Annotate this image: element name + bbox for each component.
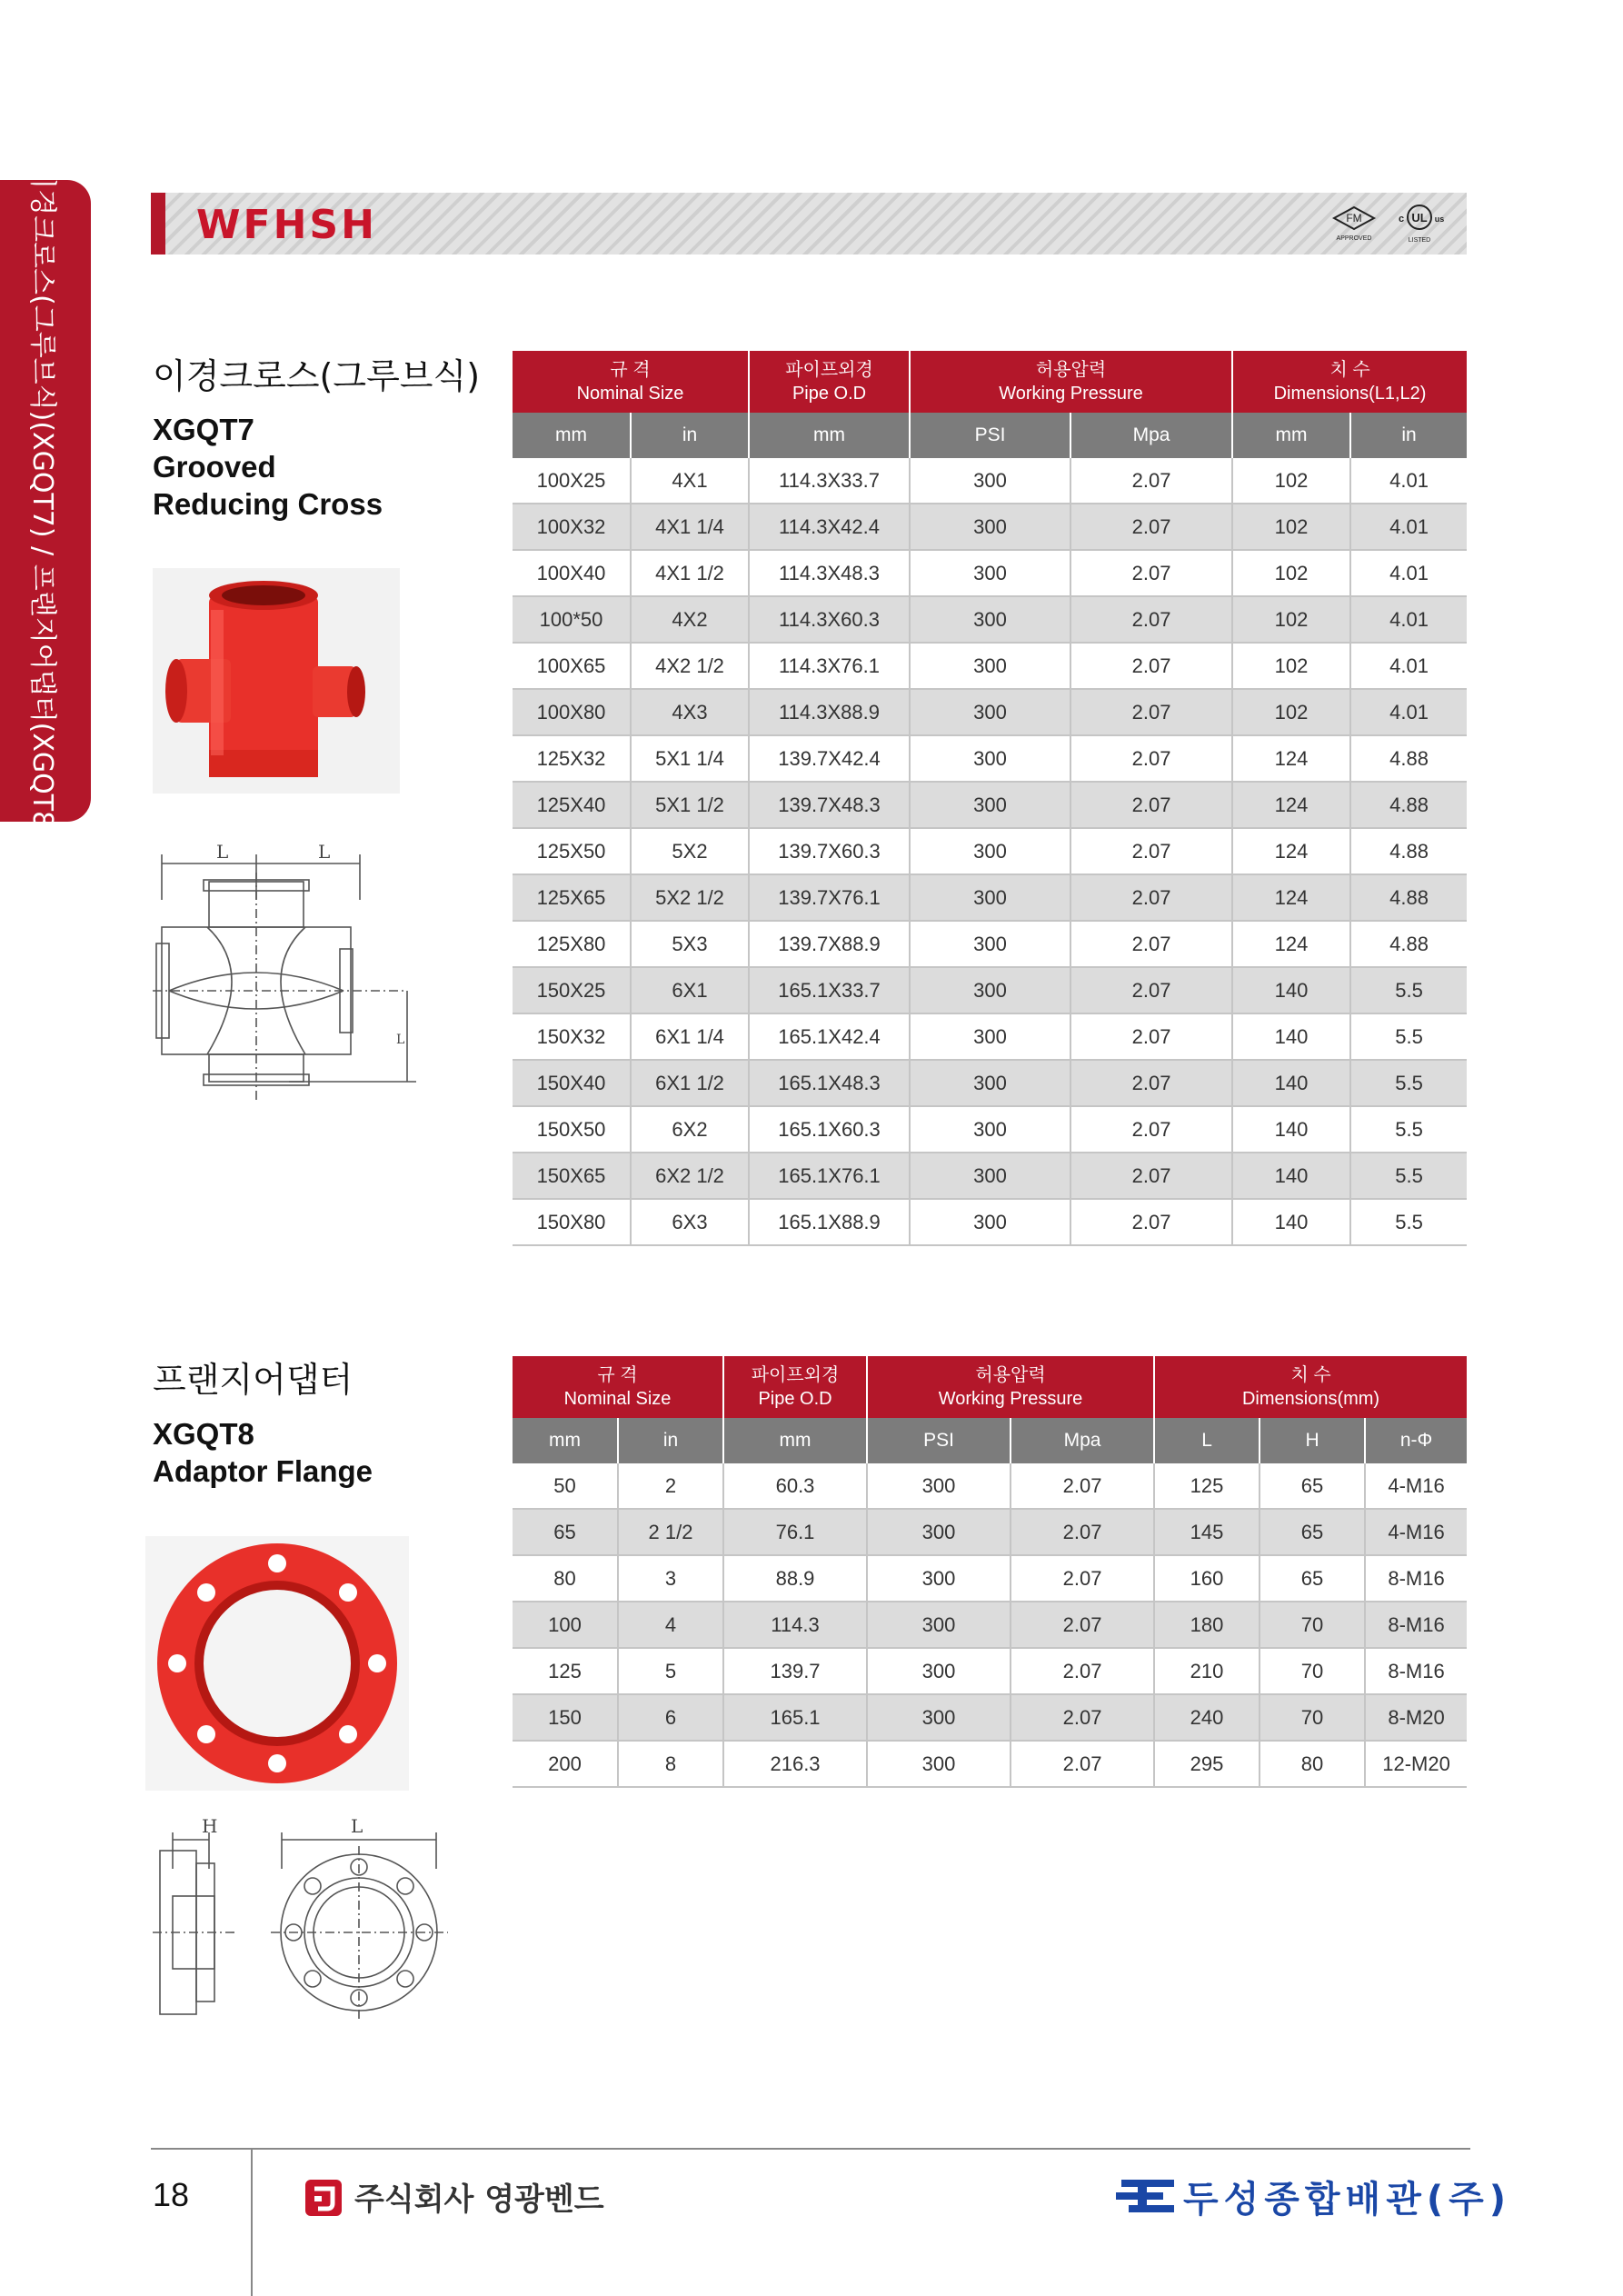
table-cell: 2.07: [1070, 874, 1232, 921]
table-cell: 5.5: [1350, 1060, 1467, 1106]
table-cell: 2.07: [1070, 643, 1232, 689]
table-row: [513, 1602, 1467, 1648]
table-cell: 114.3: [723, 1602, 867, 1648]
table-cell: 5X2: [631, 828, 749, 874]
svg-text:L: L: [318, 841, 331, 863]
svg-text:APPROVED: APPROVED: [1336, 235, 1372, 242]
table-cell: 4.01: [1350, 550, 1467, 596]
table-row: [513, 1463, 1467, 1509]
table-cell: 2.07: [1070, 504, 1232, 550]
unit-header: mm: [1232, 413, 1350, 458]
table-row: [513, 1694, 1467, 1741]
table-cell: 2.07: [1070, 921, 1232, 967]
table-cell: 150X65: [513, 1153, 631, 1199]
table-row: [513, 596, 1467, 643]
table-cell: 2.07: [1070, 550, 1232, 596]
table-cell: 100X65: [513, 643, 631, 689]
table-row: [513, 1509, 1467, 1555]
table-cell: 102: [1232, 596, 1350, 643]
table-cell: 6X1: [631, 967, 749, 1013]
unit-header: L: [1154, 1418, 1260, 1463]
table-cell: 300: [910, 1153, 1070, 1199]
table-cell: 2.07: [1070, 1153, 1232, 1199]
table-cell: 2.07: [1011, 1741, 1154, 1787]
table-cell: 65: [513, 1509, 618, 1555]
table-cell: 5.5: [1350, 967, 1467, 1013]
table-cell: 4.88: [1350, 874, 1467, 921]
table-cell: 140: [1232, 967, 1350, 1013]
table-cell: 5.5: [1350, 1153, 1467, 1199]
table-cell: 100: [513, 1602, 618, 1648]
table-cell: 140: [1232, 1106, 1350, 1153]
table-cell: 125: [1154, 1463, 1260, 1509]
table-cell: 88.9: [723, 1555, 867, 1602]
product1-name-line2: Reducing Cross: [153, 487, 383, 521]
product1-name-line1: Grooved: [153, 450, 276, 484]
product1-code: XGQT7: [153, 413, 254, 446]
table-cell: 300: [910, 921, 1070, 967]
table-cell: 76.1: [723, 1509, 867, 1555]
unit-header: PSI: [910, 413, 1070, 458]
table-cell: 165.1: [723, 1694, 867, 1741]
brand-logo: WFHSH: [196, 202, 377, 248]
table-cell: 300: [910, 458, 1070, 504]
table-cell: 4: [618, 1602, 723, 1648]
table-cell: 124: [1232, 782, 1350, 828]
table-cell: 100X32: [513, 504, 631, 550]
group-header-od: 파이프외경 Pipe O.D: [723, 1356, 867, 1418]
table-cell: 125X65: [513, 874, 631, 921]
company1-name: 주식회사 영광벤드: [354, 2181, 604, 2218]
table-cell: 200: [513, 1741, 618, 1787]
table-cell: 216.3: [723, 1741, 867, 1787]
table-cell: 80: [513, 1555, 618, 1602]
table-cell: 4X3: [631, 689, 749, 735]
table-row: [513, 504, 1467, 550]
table-cell: 8-M16: [1365, 1648, 1467, 1694]
table-cell: 4X2: [631, 596, 749, 643]
footer-vertical-divider: [251, 2148, 253, 2296]
table-cell: 8-M16: [1365, 1555, 1467, 1602]
page-number: 18: [153, 2176, 190, 2213]
table-cell: 165.1X42.4: [749, 1013, 910, 1060]
table-cell: 2.07: [1070, 967, 1232, 1013]
table-row: [513, 1199, 1467, 1245]
unit-header: in: [618, 1418, 723, 1463]
table-cell: 2.07: [1011, 1648, 1154, 1694]
table-row: [513, 1741, 1467, 1787]
table-cell: 165.1X48.3: [749, 1060, 910, 1106]
unit-header: mm: [513, 1418, 618, 1463]
svg-text:L: L: [351, 1815, 363, 1837]
table-cell: 139.7X42.4: [749, 735, 910, 782]
table-cell: 70: [1260, 1648, 1365, 1694]
table-row: [513, 1648, 1467, 1694]
table-cell: 139.7X60.3: [749, 828, 910, 874]
table-cell: 4.88: [1350, 828, 1467, 874]
fm-approved-icon: [1334, 207, 1374, 242]
table-cell: 300: [910, 967, 1070, 1013]
reducing-cross-photo: [153, 568, 400, 794]
svg-text:UL: UL: [1411, 211, 1428, 225]
table-cell: 300: [867, 1741, 1011, 1787]
table-cell: 5.5: [1350, 1199, 1467, 1245]
table-cell: 114.3X42.4: [749, 504, 910, 550]
table-cell: 60.3: [723, 1463, 867, 1509]
table-cell: 65: [1260, 1509, 1365, 1555]
table-cell: 6X2 1/2: [631, 1153, 749, 1199]
table-cell: 8-M20: [1365, 1694, 1467, 1741]
table-cell: 6X2: [631, 1106, 749, 1153]
table-cell: 2.07: [1070, 782, 1232, 828]
table-cell: 5X3: [631, 921, 749, 967]
product2-name-line1: Adaptor Flange: [153, 1454, 373, 1488]
table-row: [513, 1013, 1467, 1060]
unit-header: n-Φ: [1365, 1418, 1467, 1463]
table-cell: 12-M20: [1365, 1741, 1467, 1787]
table-cell: 300: [910, 504, 1070, 550]
table-cell: 300: [867, 1555, 1011, 1602]
table-cell: 139.7X48.3: [749, 782, 910, 828]
table-cell: 160: [1154, 1555, 1260, 1602]
svg-text:us: us: [1434, 215, 1445, 224]
table-cell: 6X1 1/2: [631, 1060, 749, 1106]
company1-logo-icon: [305, 2180, 342, 2216]
table-row: [513, 874, 1467, 921]
table-cell: 5X1 1/2: [631, 782, 749, 828]
table-cell: 125X40: [513, 782, 631, 828]
table-cell: 145: [1154, 1509, 1260, 1555]
table-cell: 100X25: [513, 458, 631, 504]
table-cell: 165.1X88.9: [749, 1199, 910, 1245]
svg-text:L: L: [396, 1033, 405, 1047]
ul-listed-icon: [1399, 205, 1444, 244]
table-cell: 6X3: [631, 1199, 749, 1245]
table-cell: 4.01: [1350, 458, 1467, 504]
table-cell: 300: [910, 596, 1070, 643]
company2-logo-icon: [1116, 2176, 1178, 2216]
spec-table-xgqt8: [513, 1356, 1467, 1788]
table-cell: 102: [1232, 689, 1350, 735]
table-cell: 4.01: [1350, 643, 1467, 689]
table-row: [513, 1555, 1467, 1602]
table-row: [513, 689, 1467, 735]
table-cell: 114.3X33.7: [749, 458, 910, 504]
table-cell: 2.07: [1070, 1013, 1232, 1060]
table-cell: 2.07: [1011, 1555, 1154, 1602]
svg-text:H: H: [202, 1815, 218, 1837]
table-cell: 165.1X76.1: [749, 1153, 910, 1199]
table-row: [513, 967, 1467, 1013]
table-cell: 65: [1260, 1463, 1365, 1509]
table-cell: 300: [910, 782, 1070, 828]
table-cell: 5X1 1/4: [631, 735, 749, 782]
svg-text:FM: FM: [1346, 212, 1362, 225]
table-cell: 4-M16: [1365, 1509, 1467, 1555]
table-cell: 4.88: [1350, 782, 1467, 828]
table-cell: 140: [1232, 1153, 1350, 1199]
table-cell: 2.07: [1070, 1060, 1232, 1106]
svg-text:LISTED: LISTED: [1408, 237, 1431, 244]
table-cell: 125X50: [513, 828, 631, 874]
table-row: [513, 1106, 1467, 1153]
table-cell: 102: [1232, 550, 1350, 596]
product2-code: XGQT8: [153, 1417, 254, 1451]
table-cell: 3: [618, 1555, 723, 1602]
group-header-size: 규 격 Nominal Size: [513, 351, 749, 413]
adaptor-flange-photo: [145, 1536, 409, 1791]
table-row: [513, 550, 1467, 596]
table-cell: 2.07: [1070, 735, 1232, 782]
table-cell: 80: [1260, 1741, 1365, 1787]
side-tab: [0, 163, 91, 839]
table-cell: 6X1 1/4: [631, 1013, 749, 1060]
table-cell: 124: [1232, 874, 1350, 921]
table-cell: 100*50: [513, 596, 631, 643]
table-row: [513, 1060, 1467, 1106]
table-cell: 125X80: [513, 921, 631, 967]
group-header-pressure: 허용압력 Working Pressure: [910, 351, 1232, 413]
unit-header: in: [631, 413, 749, 458]
svg-text:c: c: [1398, 214, 1405, 225]
table-cell: 124: [1232, 828, 1350, 874]
table-cell: 125X32: [513, 735, 631, 782]
table-cell: 4.01: [1350, 504, 1467, 550]
unit-header: Mpa: [1011, 1418, 1154, 1463]
group-header-od: 파이프외경 Pipe O.D: [749, 351, 910, 413]
table-cell: 2.07: [1011, 1602, 1154, 1648]
table-cell: 2.07: [1011, 1694, 1154, 1741]
group-header-size: 규 격 Nominal Size: [513, 1356, 723, 1418]
product2-title-ko: 프랜지어댑터: [153, 1360, 353, 1400]
table-cell: 102: [1232, 504, 1350, 550]
table-cell: 5.5: [1350, 1013, 1467, 1060]
table-cell: 240: [1154, 1694, 1260, 1741]
table-cell: 140: [1232, 1199, 1350, 1245]
table-row: [513, 1153, 1467, 1199]
table-row: [513, 643, 1467, 689]
table-cell: 300: [867, 1602, 1011, 1648]
table-cell: 2.07: [1070, 828, 1232, 874]
footer-divider: [151, 2148, 1470, 2150]
unit-header: mm: [723, 1418, 867, 1463]
adaptor-flange-drawing: [153, 1814, 462, 2023]
table-cell: 114.3X88.9: [749, 689, 910, 735]
table-cell: 2.07: [1011, 1509, 1154, 1555]
table-cell: 139.7X88.9: [749, 921, 910, 967]
table-cell: 300: [867, 1694, 1011, 1741]
header-accent: [151, 193, 165, 255]
table-cell: 4-M16: [1365, 1463, 1467, 1509]
group-header-pressure: 허용압력 Working Pressure: [867, 1356, 1154, 1418]
certification-icons: [1332, 202, 1459, 247]
table-cell: 139.7X76.1: [749, 874, 910, 921]
table-cell: 300: [910, 874, 1070, 921]
svg-text:L: L: [216, 841, 229, 863]
reducing-cross-drawing: [153, 836, 425, 1109]
table-cell: 4.01: [1350, 689, 1467, 735]
table-cell: 295: [1154, 1741, 1260, 1787]
table-cell: 102: [1232, 458, 1350, 504]
table-cell: 2.07: [1070, 458, 1232, 504]
table-cell: 150: [513, 1694, 618, 1741]
table-cell: 65: [1260, 1555, 1365, 1602]
table-cell: 140: [1232, 1060, 1350, 1106]
table-cell: 4X2 1/2: [631, 643, 749, 689]
table-cell: 300: [910, 689, 1070, 735]
table-cell: 100X80: [513, 689, 631, 735]
table-cell: 300: [910, 1013, 1070, 1060]
table-cell: 114.3X48.3: [749, 550, 910, 596]
table-cell: 4.88: [1350, 921, 1467, 967]
table-cell: 124: [1232, 921, 1350, 967]
table-cell: 70: [1260, 1602, 1365, 1648]
unit-header: PSI: [867, 1418, 1011, 1463]
group-header-dimensions: 치 수 Dimensions(mm): [1154, 1356, 1467, 1418]
table-cell: 114.3X60.3: [749, 596, 910, 643]
table-cell: 165.1X33.7: [749, 967, 910, 1013]
table-cell: 300: [910, 828, 1070, 874]
table-cell: 4X1 1/2: [631, 550, 749, 596]
table-cell: 5: [618, 1648, 723, 1694]
table-cell: 50: [513, 1463, 618, 1509]
table-cell: 4.01: [1350, 596, 1467, 643]
table-cell: 102: [1232, 643, 1350, 689]
table-cell: 2.07: [1011, 1463, 1154, 1509]
table-cell: 150X50: [513, 1106, 631, 1153]
table-cell: 165.1X60.3: [749, 1106, 910, 1153]
table-cell: 139.7: [723, 1648, 867, 1694]
table-cell: 180: [1154, 1602, 1260, 1648]
table-cell: 300: [910, 550, 1070, 596]
table-cell: 2.07: [1070, 689, 1232, 735]
table-cell: 300: [867, 1648, 1011, 1694]
table-cell: 100X40: [513, 550, 631, 596]
table-cell: 2.07: [1070, 1199, 1232, 1245]
table-cell: 2.07: [1070, 1106, 1232, 1153]
unit-header: H: [1260, 1418, 1365, 1463]
table-cell: 124: [1232, 735, 1350, 782]
side-tab-label: 이경크로스(그루브식)(XGQT7) / 프랜지어댑터(XGQT8): [26, 163, 58, 839]
table-cell: 150X80: [513, 1199, 631, 1245]
table-cell: 114.3X76.1: [749, 643, 910, 689]
product1-title-ko: 이경크로스(그루브식): [153, 356, 481, 396]
table-cell: 8-M16: [1365, 1602, 1467, 1648]
table-cell: 6: [618, 1694, 723, 1741]
table-cell: 4.88: [1350, 735, 1467, 782]
table-cell: 8: [618, 1741, 723, 1787]
table-cell: 2.07: [1070, 596, 1232, 643]
table-cell: 125: [513, 1648, 618, 1694]
table-cell: 300: [867, 1463, 1011, 1509]
table-cell: 300: [910, 1199, 1070, 1245]
table-row: [513, 782, 1467, 828]
table-row: [513, 921, 1467, 967]
group-header-dimensions: 치 수 Dimensions(L1,L2): [1232, 351, 1467, 413]
table-cell: 150X32: [513, 1013, 631, 1060]
table-cell: 140: [1232, 1013, 1350, 1060]
company2-name: 두성종합배관(주): [1183, 2179, 1512, 2221]
table-cell: 210: [1154, 1648, 1260, 1694]
table-cell: 70: [1260, 1694, 1365, 1741]
table-cell: 2 1/2: [618, 1509, 723, 1555]
table-cell: 2: [618, 1463, 723, 1509]
table-cell: 300: [910, 1106, 1070, 1153]
table-cell: 4X1: [631, 458, 749, 504]
table-cell: 300: [910, 643, 1070, 689]
table-row: [513, 828, 1467, 874]
table-cell: 5X2 1/2: [631, 874, 749, 921]
unit-header: mm: [749, 413, 910, 458]
table-cell: 300: [910, 1060, 1070, 1106]
table-cell: 300: [910, 735, 1070, 782]
unit-header: Mpa: [1070, 413, 1232, 458]
table-cell: 150X40: [513, 1060, 631, 1106]
table-row: [513, 735, 1467, 782]
table-cell: 5.5: [1350, 1106, 1467, 1153]
table-cell: 4X1 1/4: [631, 504, 749, 550]
table-row: [513, 458, 1467, 504]
unit-header: in: [1350, 413, 1467, 458]
spec-table-xgqt7: [513, 351, 1467, 1246]
table-cell: 150X25: [513, 967, 631, 1013]
table-cell: 300: [867, 1509, 1011, 1555]
unit-header: mm: [513, 413, 631, 458]
